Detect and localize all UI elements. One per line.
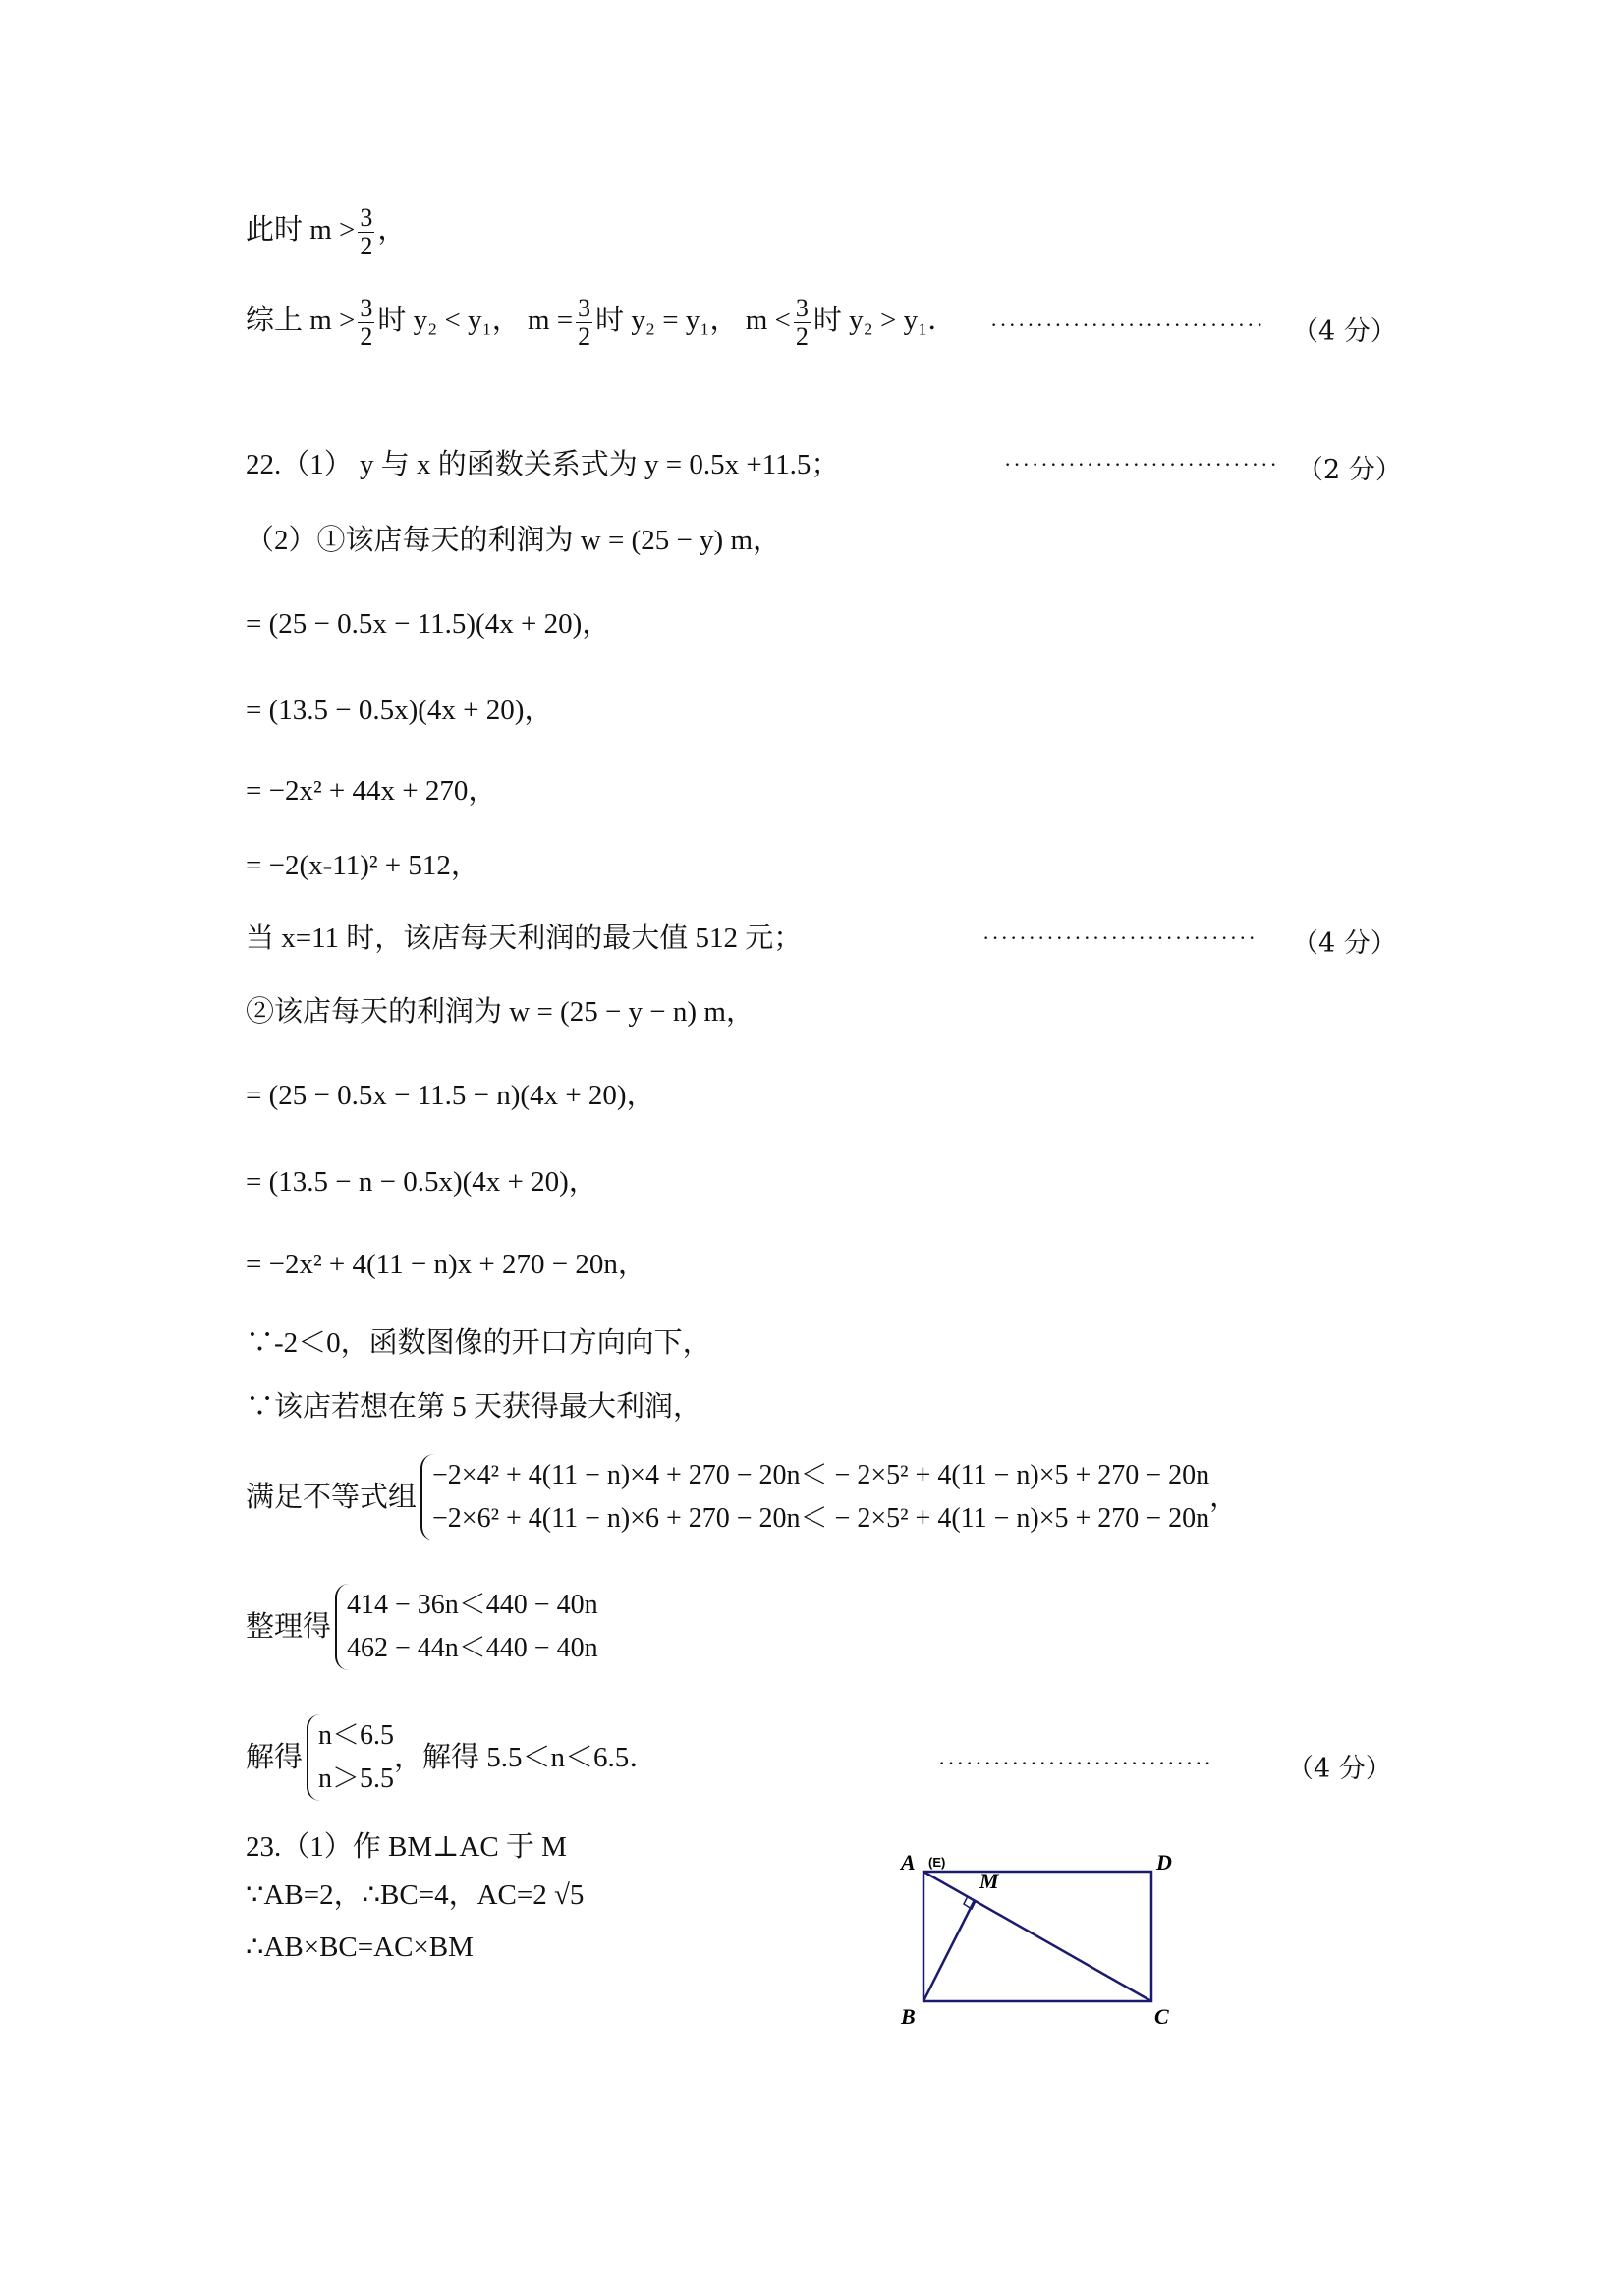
dot-leader: ······························ (990, 312, 1265, 337)
numerator: 3 (795, 294, 809, 322)
statement-line: ∵该店若想在第 5 天获得最大利润， (246, 1391, 702, 1423)
numerator: 3 (360, 203, 373, 232)
brace-system (307, 1714, 394, 1801)
system-row: n＜6.5 (318, 1720, 395, 1751)
rectangle-diagram (889, 1837, 1194, 2034)
system-row: n＞5.5 (318, 1764, 395, 1794)
label-d: D (1156, 1850, 1172, 1875)
diagonal-ac (923, 1872, 1151, 2001)
score: （4 分） (1292, 316, 1397, 347)
dot-leader: ······························ (982, 925, 1258, 950)
equation-line: = (13.5 − 0.5x)(4x + 20)， (246, 695, 553, 726)
q22-part1: 22.（1） y 与 x 的函数关系式为 y = 0.5x +11.5； (246, 449, 840, 480)
dot-leader: ······························ (1004, 452, 1279, 476)
max-value-line: 当 x=11 时，该店每天利润的最大值 512 元； (246, 923, 803, 954)
fraction (358, 204, 374, 260)
equation-line: = (13.5 − n − 0.5x)(4x + 20)， (246, 1166, 597, 1198)
segment-bm (923, 1900, 975, 2001)
score: （2 分） (1297, 455, 1402, 485)
text: 时 y₂ < y₁， m = (377, 305, 574, 337)
equation-line: = −2(x-11)² + 512， (246, 850, 479, 881)
equation-line: = (25 − 0.5x − 11.5 − n)(4x + 20)， (246, 1080, 655, 1111)
system-row: −2×4² + 4(11 − n)×4 + 270 − 20n＜ − 2×5² + 4(11 − n)×5 + 270 − 20n (432, 1460, 1210, 1490)
text: 时 y₂ = y₁， m < (595, 305, 791, 337)
numerator: 3 (360, 294, 373, 322)
q23-line: ∴AB×BC=AC×BM (246, 1932, 474, 1963)
numerator: 3 (578, 294, 591, 322)
score: （4 分） (1292, 928, 1397, 959)
brace-system (335, 1584, 598, 1670)
equation-line: = (25 − 0.5x − 11.5)(4x + 20)， (246, 608, 611, 640)
dot-leader: ······························ (938, 1751, 1213, 1775)
q23-line: ∵AB=2，∴BC=4，AC=2 √5 (246, 1879, 585, 1911)
text: ，解得 5.5＜n＜6.5． (394, 1742, 658, 1773)
q23-line: 23.（1）作 BM⊥AC 于 M (246, 1831, 567, 1863)
label-e: (E) (928, 1855, 946, 1870)
equation-line: = −2x² + 44x + 270， (246, 775, 497, 807)
q22-part2: （2）①该店每天的利润为 w = (25 − y) m， (246, 525, 782, 556)
equation-line: = −2x² + 4(11 − n)x + 270 − 20n， (246, 1249, 646, 1280)
system-label: 满足不等式组 (246, 1482, 418, 1513)
label-c: C (1154, 2004, 1169, 2029)
denominator: 2 (795, 322, 809, 351)
line-summary (246, 295, 956, 351)
inequality-system-2 (246, 1584, 598, 1670)
label-a: A (901, 1850, 916, 1875)
text: ， (1209, 1482, 1239, 1513)
denominator: 2 (578, 322, 591, 351)
brace-system (420, 1454, 1209, 1540)
text: ， (377, 214, 407, 247)
inequality-system-1 (246, 1454, 1238, 1540)
system-row: −2×6² + 4(11 − n)×6 + 270 − 20n＜ − 2×5² + 4(11 − n)×5 + 270 − 20n (432, 1503, 1210, 1534)
system-label: 解得 (246, 1742, 304, 1773)
text: 时 y₂ > y₁． (812, 305, 957, 337)
label-b: B (901, 2004, 916, 2029)
line-m-condition (246, 204, 406, 260)
denominator: 2 (360, 322, 373, 351)
q22-part2b: ②该店每天的利润为 w = (25 − y − n) m， (246, 996, 755, 1028)
label-m: M (979, 1869, 999, 1893)
system-label: 整理得 (246, 1611, 332, 1643)
system-row: 414 − 36n＜440 − 40n (347, 1590, 598, 1620)
denominator: 2 (360, 232, 373, 260)
system-row: 462 − 44n＜440 − 40n (347, 1633, 598, 1663)
score: （4 分） (1287, 1754, 1392, 1784)
fraction (576, 295, 592, 351)
fraction (794, 295, 811, 351)
statement-line: ∵-2＜0，函数图像的开口方向向下， (246, 1327, 711, 1359)
text: 此时 m > (246, 214, 356, 247)
text: 综上 m > (246, 305, 356, 337)
inequality-system-3 (246, 1714, 657, 1801)
fraction (358, 295, 374, 351)
